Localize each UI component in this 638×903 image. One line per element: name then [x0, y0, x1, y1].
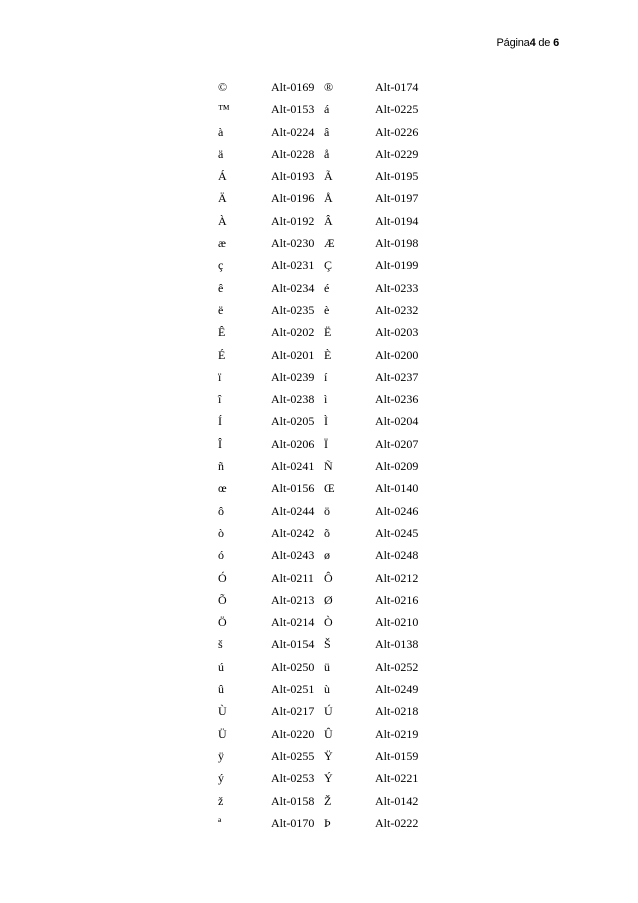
alt-code-left: Alt-0206: [271, 436, 315, 451]
alt-code-right: Alt-0218: [375, 704, 419, 719]
character-right: á: [324, 102, 330, 117]
alt-code-left: Alt-0154: [271, 637, 315, 652]
alt-code-left: Alt-0255: [271, 748, 315, 763]
character-left: ï: [218, 369, 222, 384]
alt-code-left: Alt-0217: [271, 704, 315, 719]
alt-code-left: Alt-0193: [271, 169, 315, 184]
alt-code-left: Alt-0230: [271, 236, 315, 251]
character-left: ©: [218, 80, 228, 94]
character-right: È: [324, 347, 332, 362]
alt-code-left: Alt-0250: [271, 659, 315, 674]
table-row: [218, 746, 558, 768]
character-right: õ: [324, 525, 330, 540]
character-right: Ø: [324, 592, 333, 607]
table-row: [218, 166, 558, 188]
character-left: ž: [218, 793, 224, 808]
alt-code-right: Alt-0159: [375, 748, 419, 763]
character-right: Ç: [324, 258, 333, 273]
table-row: [218, 545, 558, 567]
character-left: ª: [218, 815, 222, 830]
character-left: ç: [218, 258, 224, 273]
character-left: ú: [218, 659, 224, 674]
alt-code-right: Alt-0138: [375, 637, 419, 652]
character-right: Ñ: [324, 459, 333, 474]
table-row: [218, 211, 558, 233]
alt-code-left: Alt-0243: [271, 548, 315, 563]
character-left: æ: [218, 236, 227, 251]
character-left: À: [218, 213, 227, 228]
alt-code-right: Alt-0203: [375, 325, 419, 340]
alt-code-left: Alt-0158: [271, 793, 315, 808]
table-row: [218, 122, 558, 144]
alt-code-left: Alt-0196: [271, 191, 315, 206]
alt-code-right: Alt-0229: [375, 146, 419, 161]
alt-code-left: Alt-0239: [271, 369, 315, 384]
table-row: [218, 389, 558, 411]
character-left: û: [218, 682, 224, 697]
alt-code-left: Alt-0156: [271, 481, 315, 496]
alt-code-left: Alt-0234: [271, 280, 315, 295]
page-of-label: de: [538, 37, 551, 49]
character-right: Þ: [324, 815, 331, 830]
alt-code-left: Alt-0205: [271, 414, 315, 429]
character-right: Â: [324, 213, 333, 228]
character-left: ä: [218, 146, 224, 161]
alt-code-left: Alt-0238: [271, 392, 315, 407]
character-right: å: [324, 146, 330, 161]
character-right: Ô: [324, 570, 333, 585]
alt-code-right: Alt-0248: [375, 548, 419, 563]
alt-code-right: Alt-0142: [375, 793, 419, 808]
table-row: [218, 188, 558, 210]
character-left: ê: [218, 280, 224, 295]
table-row: [218, 233, 558, 255]
character-left: Á: [218, 169, 227, 184]
page-label: Página: [496, 37, 530, 49]
table-row: [218, 634, 558, 656]
alt-code-left: Alt-0201: [271, 347, 315, 362]
table-row: [218, 322, 558, 344]
character-left: Ü: [218, 726, 227, 741]
alt-code-right: Alt-0194: [375, 213, 419, 228]
character-left: Ö: [218, 615, 227, 630]
character-right: Ì: [324, 414, 328, 429]
character-right: â: [324, 124, 330, 139]
character-right: ö: [324, 503, 330, 518]
alt-code-left: Alt-0241: [271, 459, 315, 474]
alt-code-right: Alt-0225: [375, 102, 419, 117]
table-row: [218, 478, 558, 500]
character-left: ô: [218, 503, 224, 518]
page-total: 6: [553, 37, 559, 49]
alt-code-right: Alt-0212: [375, 570, 419, 585]
table-row: [218, 523, 558, 545]
character-left: ý: [218, 771, 224, 786]
character-right: Ÿ: [324, 748, 333, 763]
character-left: ÿ: [218, 748, 224, 763]
alt-code-left: Alt-0242: [271, 525, 315, 540]
alt-code-table: [218, 77, 558, 835]
character-left: ó: [218, 548, 224, 563]
table-row: [218, 77, 558, 99]
character-right: Æ: [324, 236, 335, 251]
table-row: [218, 434, 558, 456]
alt-code-right: Alt-0245: [375, 525, 419, 540]
alt-code-right: Alt-0210: [375, 615, 419, 630]
alt-code-left: Alt-0211: [271, 570, 314, 585]
table-row: [218, 144, 558, 166]
character-right: Ú: [324, 704, 333, 719]
character-right: Š: [324, 637, 331, 652]
alt-code-right: Alt-0198: [375, 236, 419, 251]
table-row: [218, 411, 558, 433]
table-row: [218, 278, 558, 300]
character-left: ò: [218, 525, 224, 540]
table-row: [218, 701, 558, 723]
character-right: Ã: [324, 169, 333, 184]
alt-code-left: Alt-0202: [271, 325, 315, 340]
table-row: [218, 679, 558, 701]
character-left: ë: [218, 302, 224, 317]
alt-code-right: Alt-0222: [375, 815, 419, 830]
character-right: Ý: [324, 771, 333, 786]
character-left: Í: [218, 414, 222, 429]
alt-code-right: Alt-0204: [375, 414, 419, 429]
character-right: ø: [324, 548, 330, 563]
character-right: Ò: [324, 615, 333, 630]
character-right: í: [324, 369, 328, 384]
character-left: Ä: [218, 191, 227, 206]
alt-code-right: Alt-0232: [375, 302, 419, 317]
character-right: è: [324, 302, 330, 317]
table-row: [218, 590, 558, 612]
alt-code-left: Alt-0228: [271, 146, 315, 161]
table-row: [218, 255, 558, 277]
alt-code-right: Alt-0200: [375, 347, 419, 362]
character-left: š: [218, 637, 223, 652]
alt-code-right: Alt-0199: [375, 258, 419, 273]
alt-code-right: Alt-0216: [375, 592, 419, 607]
table-row: [218, 768, 558, 790]
table-row: [218, 568, 558, 590]
table-row: [218, 724, 558, 746]
alt-code-right: Alt-0174: [375, 80, 419, 94]
alt-code-left: Alt-0153: [271, 102, 315, 117]
character-left: à: [218, 124, 224, 139]
alt-code-right: Alt-0252: [375, 659, 419, 674]
character-right: é: [324, 280, 330, 295]
alt-code-right: Alt-0249: [375, 682, 419, 697]
alt-code-right: Alt-0140: [375, 481, 419, 496]
alt-code-right: Alt-0219: [375, 726, 419, 741]
table-row: [218, 813, 558, 835]
character-left: ñ: [218, 459, 224, 474]
alt-code-left: Alt-0224: [271, 124, 315, 139]
alt-code-left: Alt-0244: [271, 503, 315, 518]
character-right: Ž: [324, 793, 332, 808]
table-row: [218, 99, 558, 121]
character-right: Œ: [324, 481, 335, 496]
alt-code-right: Alt-0246: [375, 503, 419, 518]
page-current: 4: [529, 37, 536, 49]
character-left: Õ: [218, 592, 227, 607]
character-left: Ó: [218, 570, 227, 585]
alt-code-left: Alt-0169: [271, 80, 315, 94]
table-row: [218, 456, 558, 478]
table-row: [218, 345, 558, 367]
alt-code-right: Alt-0226: [375, 124, 419, 139]
character-right: Û: [324, 726, 333, 741]
page-number-header: [497, 37, 559, 49]
alt-code-left: Alt-0253: [271, 771, 315, 786]
character-right: ®: [324, 80, 334, 94]
table-row: [218, 612, 558, 634]
character-right: Ë: [324, 325, 332, 340]
character-right: Å: [324, 191, 333, 206]
alt-code-left: Alt-0170: [271, 815, 315, 830]
table-row: [218, 367, 558, 389]
character-left: ™: [218, 102, 230, 117]
alt-code-left: Alt-0251: [271, 682, 315, 697]
character-left: Ù: [218, 704, 227, 719]
alt-code-right: Alt-0236: [375, 392, 419, 407]
alt-code-left: Alt-0235: [271, 302, 315, 317]
alt-code-left: Alt-0192: [271, 213, 315, 228]
alt-code-right: Alt-0197: [375, 191, 419, 206]
alt-code-right: Alt-0195: [375, 169, 419, 184]
alt-code-left: Alt-0220: [271, 726, 315, 741]
character-right: Ï: [324, 436, 328, 451]
character-left: Î: [218, 436, 222, 451]
character-right: ü: [324, 659, 330, 674]
character-left: î: [218, 392, 222, 407]
table-row: [218, 657, 558, 679]
alt-code-right: Alt-0207: [375, 436, 419, 451]
table-row: [218, 501, 558, 523]
alt-code-left: Alt-0214: [271, 615, 315, 630]
alt-code-right: Alt-0209: [375, 459, 419, 474]
alt-code-right: Alt-0237: [375, 369, 419, 384]
character-right: ù: [324, 682, 330, 697]
character-left: œ: [218, 481, 227, 496]
character-left: É: [218, 347, 226, 362]
character-right: ì: [324, 392, 328, 407]
alt-code-left: Alt-0231: [271, 258, 315, 273]
alt-code-right: Alt-0221: [375, 771, 419, 786]
character-left: Ê: [218, 325, 226, 340]
alt-code-left: Alt-0213: [271, 592, 315, 607]
alt-code-right: Alt-0233: [375, 280, 419, 295]
table-row: [218, 791, 558, 813]
table-row: [218, 300, 558, 322]
